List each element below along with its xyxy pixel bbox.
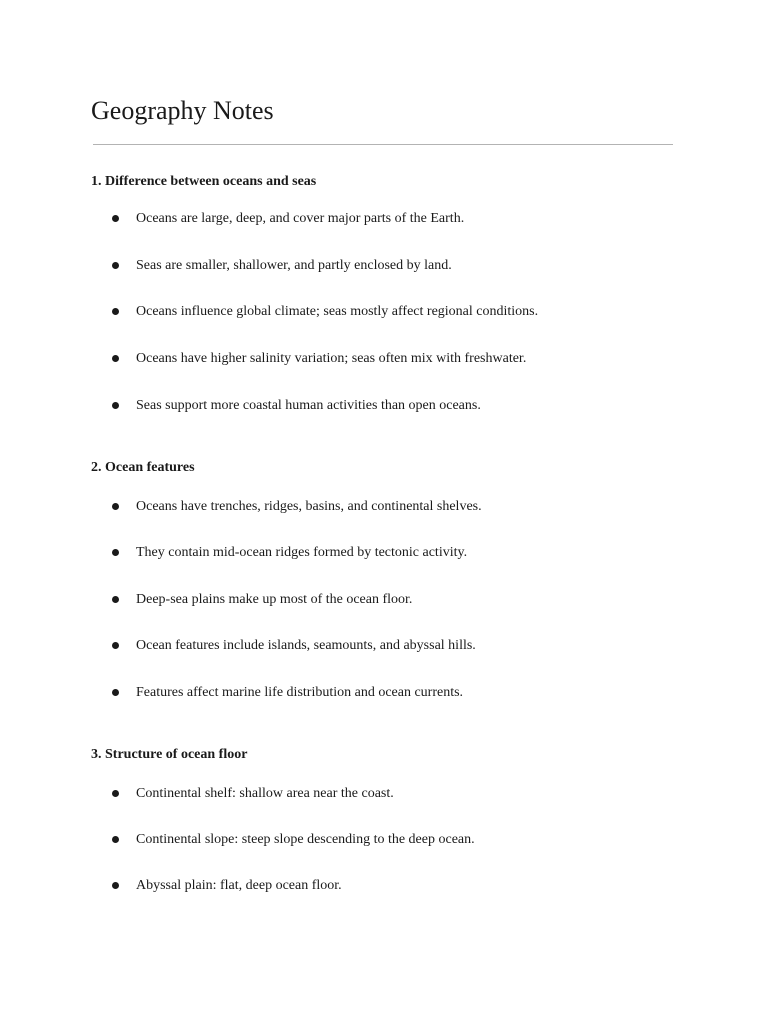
bullet-icon [112,549,119,556]
bullet-icon [112,308,119,315]
list-item-text: Continental slope: steep slope descending to the deep ocean. [136,832,475,847]
list-item-text: Deep-sea plains make up most of the ocean floor. [136,592,413,607]
list-item-text: Oceans influence global climate; seas mostly affect regional conditions. [136,304,539,319]
list-item-text: Seas are smaller, shallower, and partly enclosed by land. [136,258,452,273]
bullet-icon [112,882,119,889]
section-heading-oceans-vs-seas: 1. Difference between oceans and seas [91,174,317,189]
bullet-icon [112,215,119,222]
list-item-text: Oceans are large, deep, and cover major parts of the Earth. [136,211,465,226]
bullet-icon [112,355,119,362]
list-item-text: Continental shelf: shallow area near the coast. [136,786,394,801]
page-title: Geography Notes [91,96,274,125]
list-item-text: Oceans have higher salinity variation; seas often mix with freshwater. [136,351,527,366]
bullet-icon [112,689,119,696]
bullet-icon [112,642,119,649]
list-item-text: Oceans have trenches, ridges, basins, and continental shelves. [136,499,482,514]
bullet-icon [112,503,119,510]
bullet-icon [112,596,119,603]
bullet-icon [112,790,119,797]
list-item-text: Seas support more coastal human activities than open oceans. [136,398,481,413]
list-item-text: Ocean features include islands, seamounts, and abyssal hills. [136,638,476,653]
list-item-text: Features affect marine life distribution and ocean currents. [136,685,464,700]
list-item-text: They contain mid-ocean ridges formed by tectonic activity. [136,545,468,560]
list-item-text: Abyssal plain: flat, deep ocean floor. [136,878,342,893]
section-heading-ocean-features: 2. Ocean features [91,460,195,475]
title-divider [93,144,673,145]
section-heading-ocean-floor-structure: 3. Structure of ocean floor [91,747,248,762]
bullet-icon [112,402,119,409]
bullet-icon [112,262,119,269]
bullet-icon [112,836,119,843]
